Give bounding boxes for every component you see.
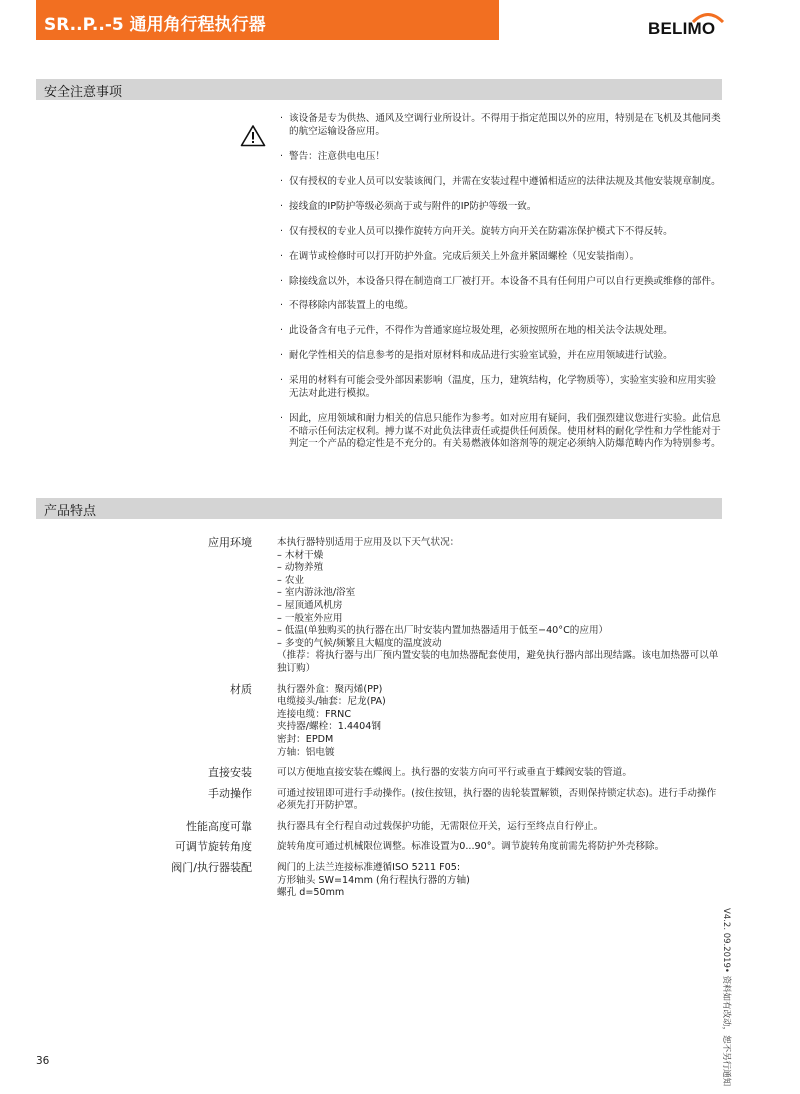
safety-section-title: 安全注意事项: [44, 85, 123, 100]
feature-value: [277, 767, 722, 780]
feature-line: 方轴：铝电镀: [277, 746, 335, 758]
feature-value: [277, 821, 722, 834]
feature-row-reliability: [60, 821, 725, 834]
feature-row-valve-assembly: [60, 862, 725, 900]
safety-item: · 在调节或检修时可以打开防护外盒。完成后须关上外盒并紧固螺栓（见安装指南）。: [280, 251, 725, 264]
feature-line: – 木材干燥: [277, 549, 324, 561]
feature-row-adjustable-angle: [60, 841, 725, 854]
feature-line: – 一般室外应用: [277, 612, 343, 624]
feature-line: – 农业: [277, 574, 305, 586]
feature-line: 螺孔 d=50mm: [277, 887, 345, 899]
safety-item: · 警告：注意供电电压！: [280, 151, 725, 164]
feature-line: 方形轴头 SW=14mm (角行程执行器的方轴): [277, 874, 470, 886]
feature-line: 可通过按钮即可进行手动操作。(按住按钮，执行器的齿轮装置解锁，否则保持锁定状态)。进行手动操作必须先打开防护罩。: [277, 787, 717, 812]
feature-row-manual-override: [60, 788, 725, 813]
feature-line: – 低温(单独购买的执行器在出厂时安装内置加热器适用于低至−40°C的应用）: [277, 625, 609, 637]
feature-line: （推荐：将执行器与出厂预内置安装的电加热器配套使用，避免执行器内部出现结露。该电加热器可以单独订购）: [277, 650, 719, 674]
safety-item: · 采用的材料有可能会受外部因素影响（温度，压力，建筑结构，化学物质等），实验室实验和应用实验无法对此进行模拟。: [280, 375, 725, 400]
feature-label: 直接安装: [208, 766, 252, 780]
feature-line: – 室内游泳池/浴室: [277, 587, 356, 599]
feature-value: [277, 841, 722, 854]
feature-line: 夹持器/螺栓：1.4404钢: [277, 721, 381, 733]
page-number: 36: [36, 1055, 50, 1067]
feature-value: [277, 537, 722, 676]
header-bar: [36, 0, 499, 40]
feature-value: [277, 862, 722, 900]
feature-label: 手动操作: [208, 786, 252, 800]
feature-line: – 屋顶通风机房: [277, 599, 343, 611]
features-table: [60, 537, 725, 908]
document-title: SR..P..-5 通用角行程执行器: [44, 15, 266, 35]
features-section-title: 产品特点: [44, 504, 97, 519]
feature-row-application: [60, 537, 725, 676]
feature-line: – 多变的气候/频繁且大幅度的温度波动: [277, 637, 442, 649]
safety-item: · 此设备含有电子元件，不得作为普通家庭垃圾处理，必须按照所在地的相关法令法规处理。: [280, 325, 725, 338]
feature-line: 密封：EPDM: [277, 733, 334, 745]
feature-line: – 动物养殖: [277, 562, 324, 574]
safety-item: · 仅有授权的专业人员可以操作旋转方向开关。旋转方向开关在防霜冻保护模式下不得反转。: [280, 226, 725, 239]
feature-label: 可调节旋转角度: [175, 840, 252, 854]
feature-line: 执行器具有全行程自动过载保护功能，无需限位开关，运行至终点自行停止。: [277, 820, 604, 832]
feature-row-material: [60, 684, 725, 760]
safety-item: · 除接线盒以外，本设备只得在制造商工厂被打开。本设备不具有任何用户可以自行更换或维修的部件。: [280, 276, 725, 289]
feature-label: 应用环境: [208, 536, 252, 549]
belimo-logo: [648, 9, 728, 39]
safety-item: · 耐化学性相关的信息参考的是指对原材料和成品进行实验室试验，并在应用领域进行试验。: [280, 350, 725, 363]
warning-triangle-icon: [240, 124, 266, 147]
feature-line: 执行器外盒：聚丙烯(PP): [277, 683, 383, 695]
feature-line: 电缆接头/轴套：尼龙(PA): [277, 696, 386, 708]
feature-label: 材质: [230, 682, 252, 696]
safety-item: · 因此，应用领域和耐力相关的信息只能作为参考。如对应用有疑问，我们强烈建议您进行实验。此信息不暗示任何法定权利。搏力谋不对此负法律责任或提供任何质保。使用材料的耐化学性和力学性能对于判定一个产品的稳定性是不充分的。有关易燃液体如溶剂等的规定必须纳入防爆范畴内作为特别参考。: [280, 413, 725, 451]
features-section-bar: [36, 498, 722, 519]
feature-line: 本执行器特别适用于应用及以下天气状况：: [277, 537, 460, 548]
feature-label: 阀门/执行器装配: [171, 861, 252, 875]
safety-item: · 不得移除内部装置上的电缆。: [280, 300, 725, 313]
safety-item: · 接线盒的IP防护等级必须高于或与附件的IP防护等级一致。: [280, 201, 725, 214]
feature-line: 旋转角度可通过机械限位调整。标准设置为0...90°。调节旋转角度前需先将防护外壳移除。: [277, 841, 665, 853]
safety-item: · 该设备是专为供热、通风及空调行业所设计。不得用于指定范围以外的应用，特别是在飞机及其他同类的航空运输设备应用。: [280, 113, 725, 138]
feature-label: 性能高度可靠: [186, 819, 252, 833]
safety-item: · 仅有授权的专业人员可以安装该阀门，并需在安装过程中遵循相适应的法律法规及其他安装规章制度。: [280, 176, 725, 189]
safety-list: [280, 113, 725, 463]
feature-value: [277, 788, 722, 813]
feature-value: [277, 684, 722, 760]
feature-line: 连接电缆：FRNC: [277, 708, 352, 720]
feature-line: 阀门的上法兰连接标准遵循ISO 5211 F05:: [277, 862, 461, 874]
feature-row-direct-mount: [60, 767, 725, 780]
feature-line: 可以方便地直接安装在蝶阀上。执行器的安装方向可平行或垂直于蝶阀安装的管道。: [277, 767, 632, 779]
safety-section-bar: [36, 79, 722, 100]
version-note: V4.2. 09.2019• 资料如有改动，恕不另行通知: [721, 908, 731, 1087]
logo-text: BELIMO: [648, 19, 716, 38]
